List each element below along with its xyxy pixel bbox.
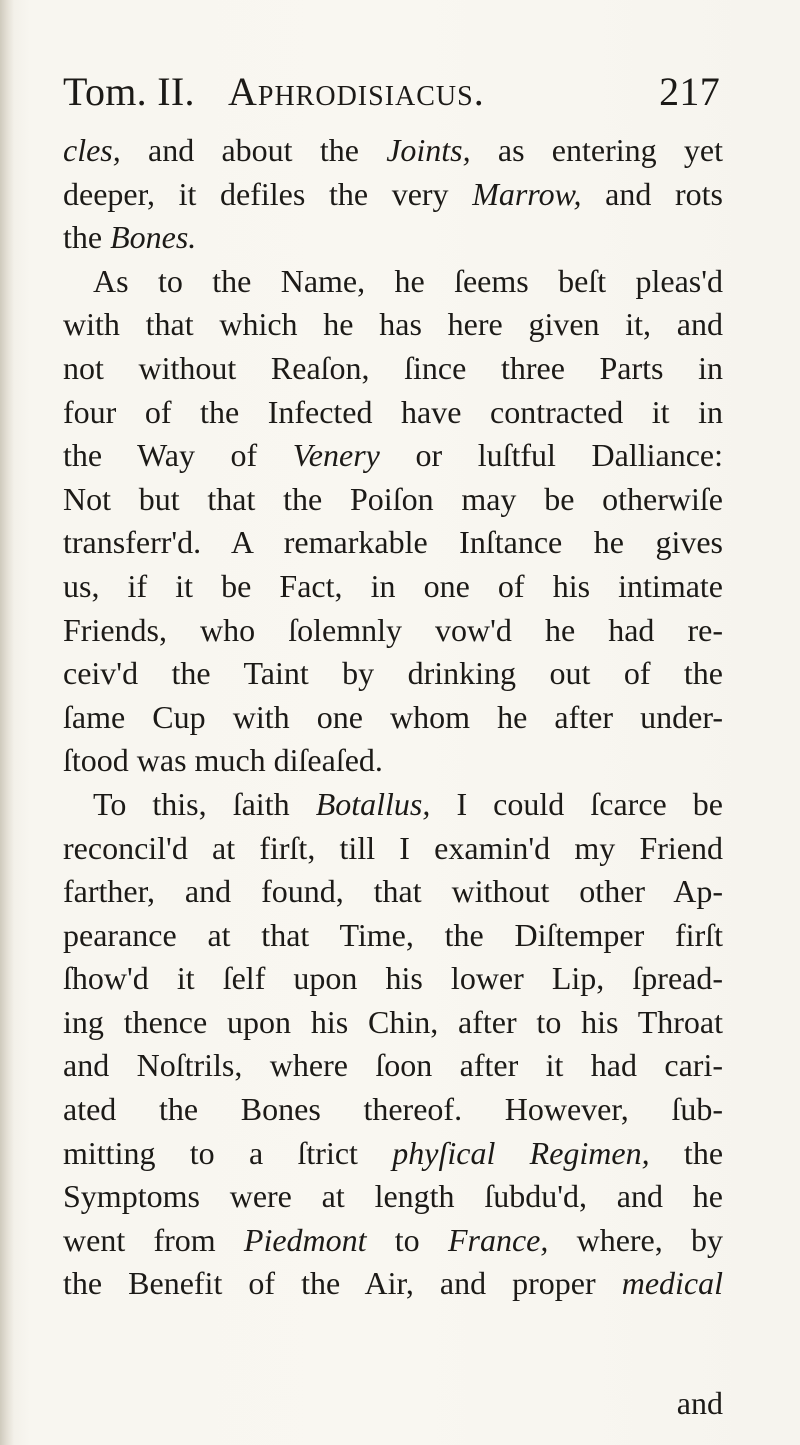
text-line: [63, 957, 723, 1001]
italic-word: Bones.: [110, 219, 197, 256]
line-text: the: [649, 1134, 724, 1171]
line-text: farther, and found, that without other Ap-: [63, 873, 723, 910]
line-text: ceiv'd the Taint by drinking out of the: [63, 655, 723, 692]
body-text: [63, 129, 723, 1306]
line-text: not without Reaſon, ſince three Parts in: [63, 349, 723, 386]
text-line: [63, 565, 723, 609]
line-text: mitting to a ſtrict: [63, 1134, 393, 1171]
page-binding-shadow: [0, 0, 14, 1445]
line-text: reconcil'd at firſt, till I examin'd my Friend: [63, 829, 723, 866]
italic-word: Botallus,: [315, 785, 431, 822]
line-text: I could ſcarce be: [430, 785, 724, 822]
running-header: [63, 62, 720, 122]
text-line: [63, 609, 723, 653]
line-text: ated the Bones thereof. However, ſub-: [63, 1091, 723, 1128]
line-text: where, by: [548, 1221, 724, 1258]
line-text: went from: [63, 1221, 244, 1258]
page-number: 217: [659, 69, 720, 114]
line-text: deeper, it defiles the very: [63, 175, 473, 212]
text-line: [63, 303, 723, 347]
line-text: the: [63, 219, 111, 256]
text-line: [63, 260, 723, 304]
text-line: [63, 1262, 723, 1306]
line-text: four of the Infected have contracted it in: [63, 393, 723, 430]
text-line: [63, 391, 723, 435]
text-line: [63, 434, 723, 478]
italic-word: phyſical Regimen,: [392, 1134, 650, 1171]
line-text: and about the: [120, 132, 387, 168]
line-text: the Way of: [63, 437, 293, 474]
line-text: as entering yet: [470, 132, 724, 168]
catchword: and: [676, 1385, 723, 1421]
italic-word: cles,: [63, 132, 121, 168]
line-text: Symptoms were at length ſubdu'd, and he: [63, 1178, 723, 1215]
text-line: [63, 652, 723, 696]
text-line: [63, 1044, 723, 1088]
line-text: ſame Cup with one whom he after under-: [63, 698, 723, 735]
text-line: [63, 783, 723, 827]
text-line: [63, 870, 723, 914]
volume-label: Tom. II.: [63, 69, 195, 114]
text-line: [63, 1175, 723, 1219]
text-line: [63, 827, 723, 871]
line-text: transferr'd. A remarkable Inſtance he gives: [63, 524, 723, 561]
line-text: and rots: [581, 175, 724, 212]
line-text: Not but that the Poiſon may be otherwiſe: [63, 480, 723, 517]
italic-word: medical: [621, 1265, 723, 1302]
italic-word: Marrow,: [472, 175, 582, 212]
text-line: [63, 914, 723, 958]
line-text: or luſtful Dalliance:: [379, 437, 723, 474]
italic-word: Piedmont: [243, 1221, 367, 1258]
italic-word: Joints,: [386, 132, 471, 168]
text-line: [63, 478, 723, 522]
text-line: [63, 173, 723, 217]
text-line: [63, 739, 723, 783]
text-line: [63, 521, 723, 565]
text-line: [63, 696, 723, 740]
line-text: As to the Name, he ſeems beſt pleas'd: [93, 262, 723, 299]
italic-word: France,: [447, 1221, 549, 1258]
line-text: us, if it be Fact, in one of his intimate: [63, 567, 723, 604]
line-text: ing thence upon his Chin, after to his Throat: [63, 1003, 723, 1040]
text-line: [63, 1001, 723, 1045]
line-text: to: [366, 1221, 448, 1258]
text-line: [63, 216, 723, 260]
line-text: Friends, who ſolemnly vow'd he had re-: [63, 611, 723, 648]
text-line: [63, 1219, 723, 1263]
text-line: [63, 347, 723, 391]
line-text: pearance at that Time, the Diſtemper firſt: [63, 916, 723, 953]
line-text: with that which he has here given it, and: [63, 306, 723, 343]
text-line: [63, 1088, 723, 1132]
text-line: [63, 1132, 723, 1176]
italic-word: Venery: [292, 437, 380, 474]
line-text: the Benefit of the Air, and proper: [63, 1265, 622, 1302]
line-text: To this, ſaith: [93, 785, 316, 822]
text-line: [63, 129, 723, 173]
line-text: ſtood was much diſeaſed.: [63, 742, 383, 779]
line-text: and Noſtrils, where ſoon after it had cari-: [63, 1047, 723, 1084]
line-text: ſhow'd it ſelf upon his lower Lip, ſpread-: [63, 960, 723, 997]
running-title: Aphrodisiacus.: [228, 69, 485, 114]
